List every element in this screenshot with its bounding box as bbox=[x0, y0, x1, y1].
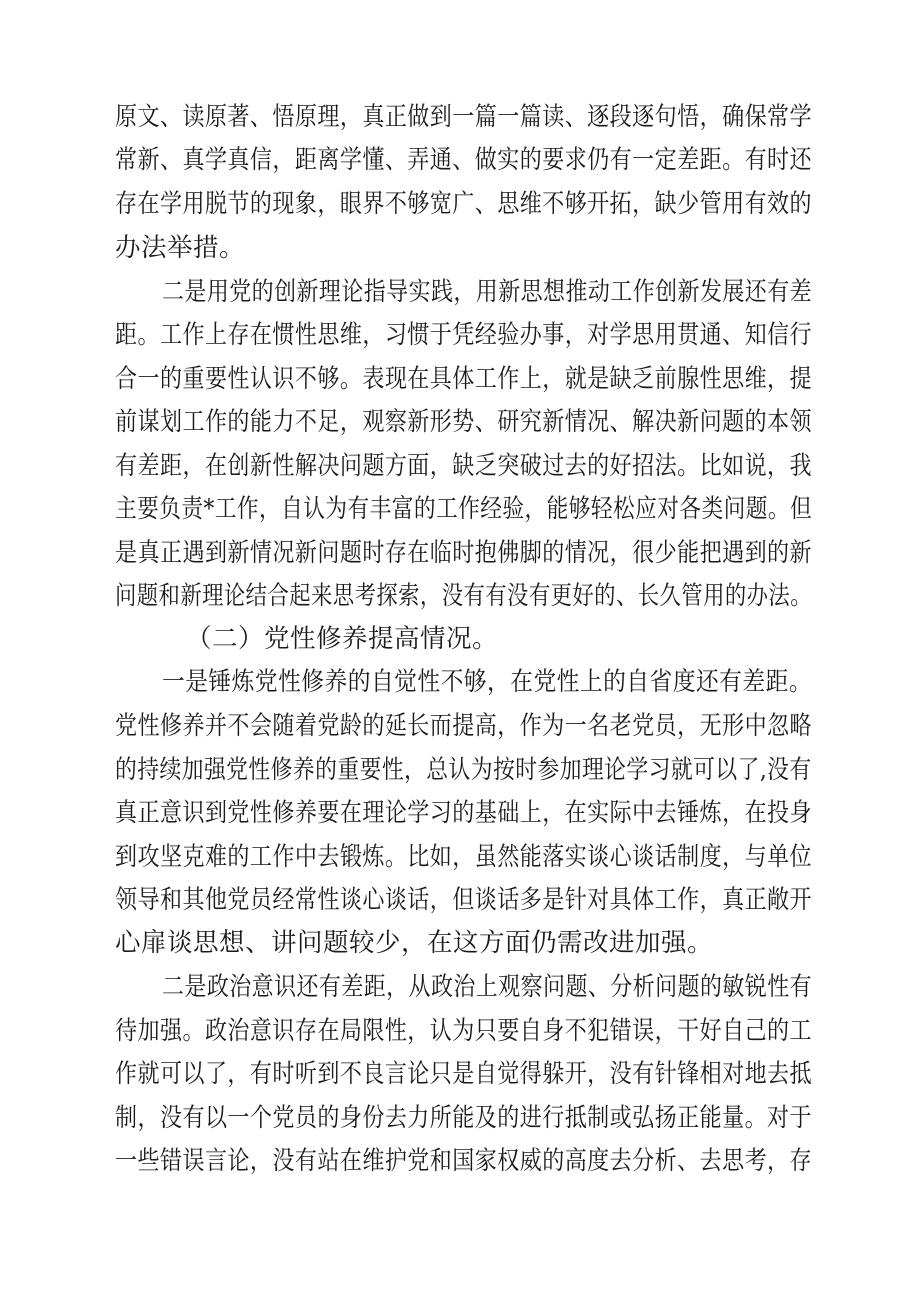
text-line-22: 待加强。政治意识存在局限性，认为只要自身不犯错误，干好自己的工 bbox=[115, 1016, 813, 1046]
text-line-16: 的持续加强党性修养的重要性，总认为按时参加理论学习就可以了,没有 bbox=[115, 755, 812, 785]
text-line-11: 是真正遇到新情况新问题时存在临时抱佛脚的情况，很少能把遇到的新 bbox=[115, 538, 813, 568]
text-line-1: 原文、读原著、悟原理，真正做到一篇一篇读、逐段逐句悟，确保常学 bbox=[115, 102, 813, 132]
text-line-3: 存在学用脱节的现象，眼界不够宽广、思维不够开拓，缺少管用有效的 bbox=[115, 189, 813, 219]
text-line-24: 制，没有以一个党员的身份去力所能及的进行抵制或弘扬正能量。对于 bbox=[115, 1103, 813, 1133]
text-line-17: 真正意识到党性修养要在理论学习的基础上，在实际中去锤炼，在投身 bbox=[115, 798, 813, 828]
paragraph-start-2: 二是用党的创新理论指导实践，用新思想推动工作创新发展还有差 bbox=[162, 277, 813, 307]
text-line-2: 常新、真学真信，距离学懂、弄通、做实的要求仍有一定差距。有时还 bbox=[115, 145, 813, 175]
text-line-7: 合一的重要性认识不够。表现在具体工作上，就是缺乏前腺性思维，提 bbox=[115, 364, 813, 394]
paragraph-start-3: 一是锤炼党性修养的自觉性不够，在党性上的自省度还有差距。 bbox=[162, 667, 813, 697]
text-line-12: 问题和新理论结合起来思考探索，没有有没有更好的、长久管用的办法。 bbox=[115, 581, 812, 611]
text-line-15: 党性修养并不会随着党龄的延长而提高，作为一名老党员，无形中忽略 bbox=[115, 711, 813, 741]
text-line-20: 心扉谈思想、讲问题较少，在这方面仍需改进加强。 bbox=[115, 928, 714, 958]
text-line-25: 一些错误言论，没有站在维护党和国家权威的高度去分析、去思考，存 bbox=[115, 1146, 813, 1176]
paragraph-start-4: 二是政治意识还有差距，从政治上观察问题、分析问题的敏锐性有 bbox=[162, 972, 813, 1002]
text-line-6: 距。工作上存在惯性思维，习惯于凭经验办事，对学思用贯通、知信行 bbox=[115, 320, 813, 350]
text-line-9: 有差距，在创新性解决问题方面，缺乏突破过去的好招法。比如说，我 bbox=[115, 451, 813, 481]
section-heading: （二）党性修养提高情况。 bbox=[186, 624, 499, 654]
text-line-10: 主要负责*工作，自认为有丰富的工作经验，能够轻松应对各类问题。但 bbox=[115, 494, 813, 524]
text-line-19: 领导和其他党员经常性谈心谈话，但谈话多是针对具体工作，真正敞开 bbox=[115, 885, 813, 915]
text-line-8: 前谋划工作的能力不足，观察新形势、研究新情况、解决新问题的本领 bbox=[115, 407, 813, 437]
text-line-23: 作就可以了，有时听到不良言论只是自觉得躲开，没有针锋相对地去抵 bbox=[115, 1059, 813, 1089]
text-line-4: 办法举措。 bbox=[115, 233, 246, 263]
text-line-18: 到攻坚克难的工作中去锻炼。比如，虽然能落实谈心谈话制度，与单位 bbox=[115, 842, 813, 872]
